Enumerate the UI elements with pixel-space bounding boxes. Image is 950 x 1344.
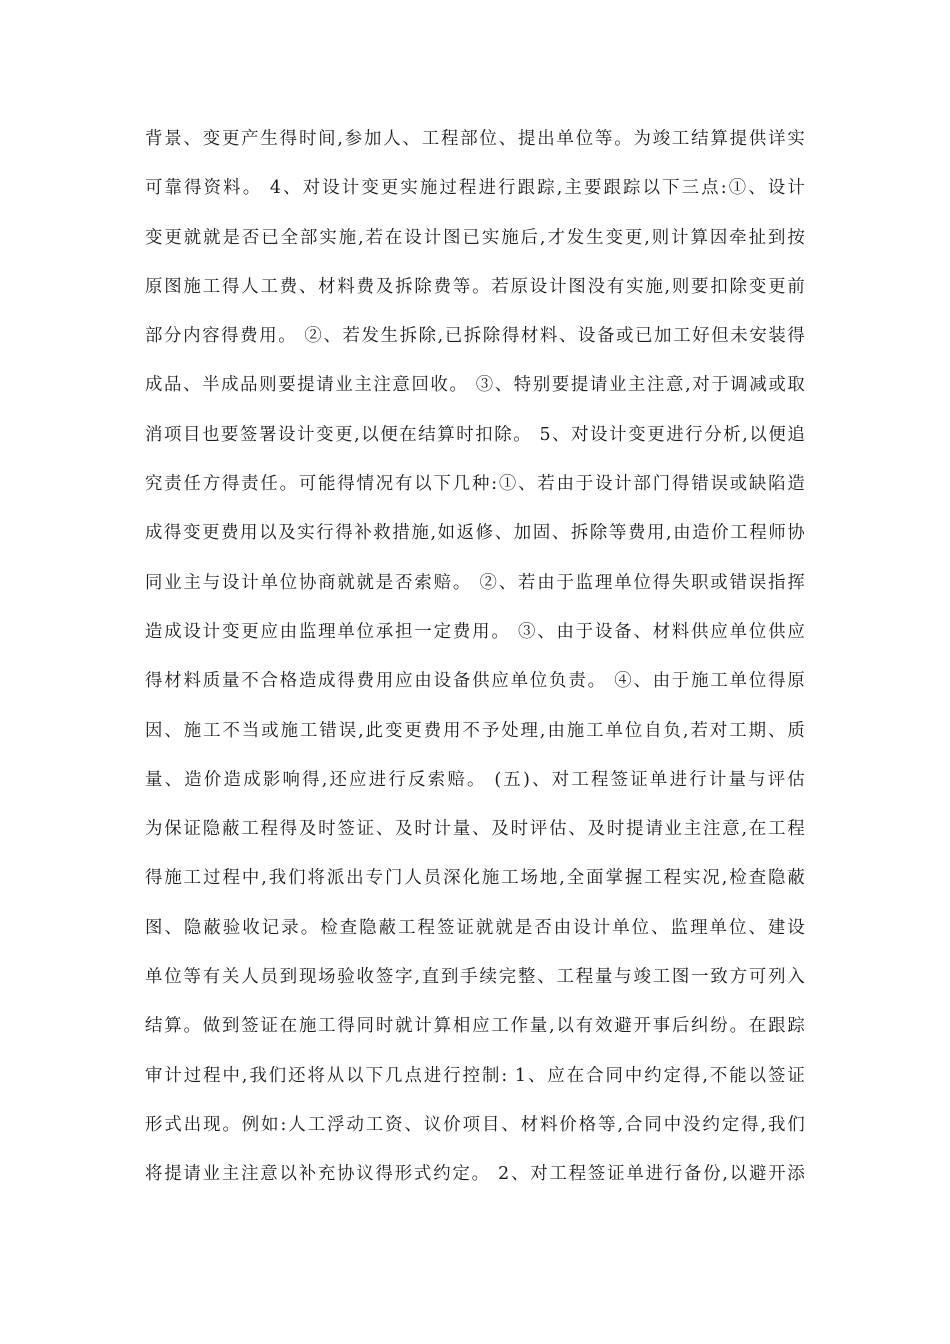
text-line: 量、造价造成影响得,还应进行反索赔。 (五)、对工程签证单进行计量与评估 (145, 769, 805, 790)
text-line: 原图施工得人工费、材料费及拆除费等。若原设计图没有实施,则要扣除变更前 (145, 276, 805, 297)
text-line: 审计过程中,我们还将从以下几点进行控制: 1、应在合同中约定得,不能以签证 (145, 1065, 805, 1086)
text-line: 可靠得资料。 4、对设计变更实施过程进行跟踪,主要跟踪以下三点:①、设计 (145, 178, 805, 199)
text-line: 结算。做到签证在施工得同时就计算相应工作量,以有效避开事后纠纷。在跟踪 (145, 1016, 805, 1037)
text-line: 消项目也要签署设计变更,以便在结算时扣除。 5、对设计变更进行分析,以便追 (145, 424, 805, 445)
text-line: 成得变更费用以及实行得补救措施,如返修、加固、拆除等费用,由造价工程师协 (145, 523, 805, 544)
text-line: 部分内容得费用。 ②、若发生拆除,已拆除得材料、设备或已加工好但未安装得 (145, 326, 805, 347)
body-text (145, 121, 805, 1206)
text-line: 成品、半成品则要提请业主注意回收。 ③、特别要提请业主注意,对于调减或取 (145, 375, 805, 396)
text-line: 因、施工不当或施工错误,此变更费用不予处理,由施工单位自负,若对工期、质 (145, 720, 805, 741)
text-line: 图、隐蔽验收记录。检查隐蔽工程签证就就是否由设计单位、监理单位、建设 (145, 917, 805, 938)
text-line: 同业主与设计单位协商就就是否索赔。 ②、若由于监理单位得失职或错误指挥 (145, 572, 805, 593)
text-line: 背景、变更产生得时间,参加人、工程部位、提出单位等。为竣工结算提供详实 (145, 129, 805, 149)
text-line: 为保证隐蔽工程得及时签证、及时计量、及时评估、及时提请业主注意,在工程 (145, 819, 805, 840)
text-line: 形式出现。例如:人工浮动工资、议价项目、材料价格等,合同中没约定得,我们 (145, 1114, 805, 1135)
text-line: 将提请业主注意以补充协议得形式约定。 2、对工程签证单进行备份,以避开添 (145, 1164, 805, 1185)
text-line: 得材料质量不合格造成得费用应由设备供应单位负责。 ④、由于施工单位得原 (145, 671, 805, 692)
text-line: 单位等有关人员到现场验收签字,直到手续完整、工程量与竣工图一致方可列入 (145, 967, 805, 988)
text-line: 变更就就是否已全部实施,若在设计图已实施后,才发生变更,则计算因牵扯到按 (145, 227, 805, 248)
text-line: 得施工过程中,我们将派出专门人员深化施工场地,全面掌握工程实况,检查隐蔽 (145, 868, 805, 889)
text-line: 究责任方得责任。可能得情况有以下几种:①、若由于设计部门得错误或缺陷造 (145, 474, 805, 495)
text-line: 造成设计变更应由监理单位承担一定费用。 ③、由于设备、材料供应单位供应 (145, 621, 805, 642)
